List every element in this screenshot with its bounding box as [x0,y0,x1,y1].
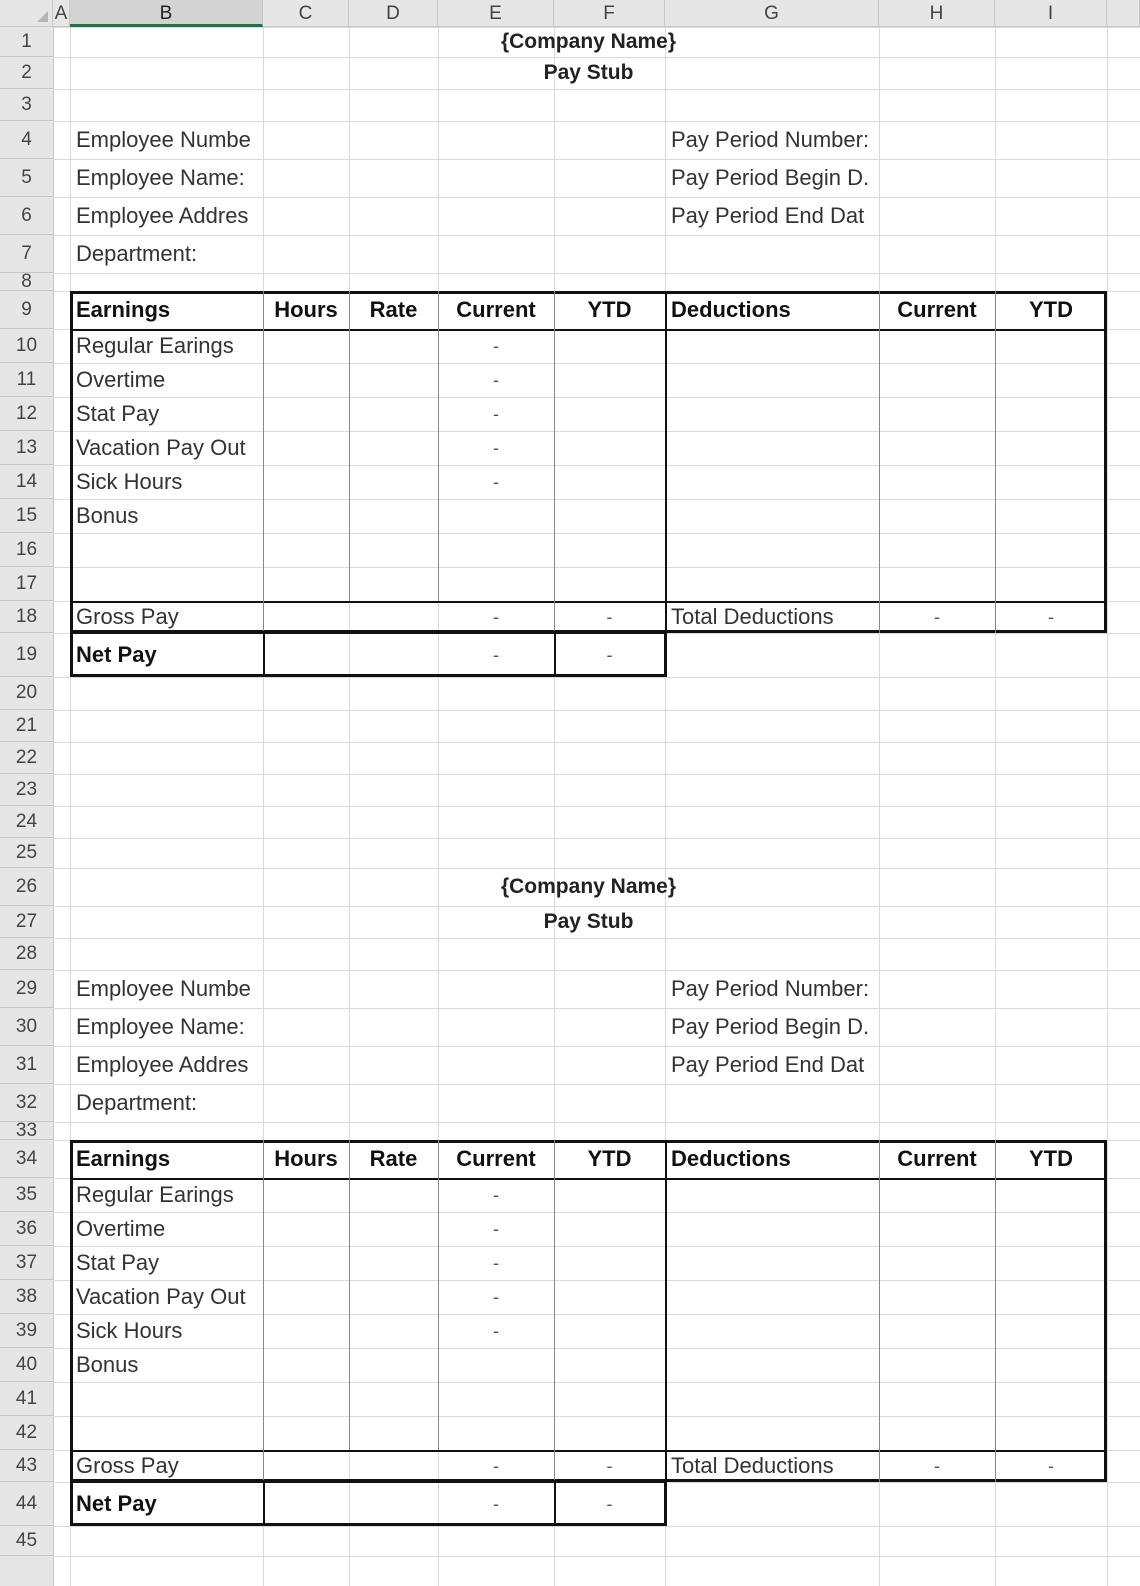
earning-item-label[interactable]: Bonus [76,503,139,528]
gridline-row [53,774,1140,775]
select-all-corner[interactable] [0,0,53,27]
column-header-h[interactable]: H [879,0,995,27]
row-header[interactable]: 3 [0,89,53,121]
table-header-rule [70,329,1107,331]
row-header[interactable]: 21 [0,710,53,742]
earning-current-value[interactable]: - [493,335,499,356]
stub-title[interactable]: Pay Stub [543,61,634,84]
column-header-b[interactable]: B [70,0,263,27]
earnings-header[interactable]: Earnings [76,297,171,322]
earning-current-value[interactable]: - [493,1286,499,1307]
row-header[interactable]: 25 [0,838,53,868]
gross-pay-ytd[interactable]: - [606,1455,613,1476]
row-header[interactable]: 23 [0,774,53,806]
rate-header[interactable]: Rate [369,1146,418,1171]
deductions-ytd-header[interactable]: YTD [1029,1146,1073,1171]
pay-period-number-label[interactable]: Pay Period Number: [671,127,870,152]
row-header[interactable]: 16 [0,533,53,567]
gridline-row [53,89,1140,90]
gridline-row [53,273,1140,274]
row-header[interactable]: 33 [0,1122,53,1140]
employee-address-label[interactable]: Employee Addres [76,203,249,228]
gridline-row [53,710,1140,711]
net-pay-ytd[interactable]: - [606,644,613,665]
earnings-column-rule [349,291,350,601]
total-deductions-label[interactable]: Total Deductions [671,604,834,629]
ytd-header[interactable]: YTD [587,297,632,322]
pay-period-begin-label[interactable]: Pay Period Begin D. [671,165,870,190]
earnings-deductions-divider [665,291,667,633]
gross-pay-label[interactable]: Gross Pay [76,604,179,629]
row-header[interactable]: 17 [0,567,53,601]
total-deductions-current[interactable]: - [934,606,940,627]
pay-period-begin-label[interactable]: Pay Period Begin D. [671,1014,870,1039]
gross-pay-current[interactable]: - [493,606,499,627]
row-header[interactable]: 12 [0,397,53,431]
row-header[interactable]: 5 [0,159,53,197]
earnings-column-rule [554,1140,555,1450]
employee-name-label[interactable]: Employee Name: [76,165,245,190]
gridline-row [53,806,1140,807]
deductions-current-header[interactable]: Current [897,1146,977,1171]
row-header[interactable]: 43 [0,1450,53,1482]
deductions-header[interactable]: Deductions [671,297,791,322]
row-header[interactable]: 15 [0,499,53,533]
row-header[interactable]: 2 [0,57,53,89]
earning-current-value[interactable]: - [493,403,499,424]
row-header[interactable]: 36 [0,1212,53,1246]
net-pay-current[interactable]: - [493,644,499,665]
row-header[interactable]: 6 [0,197,53,235]
gross-column-rule [554,1450,555,1482]
pay-period-number-label[interactable]: Pay Period Number: [671,976,870,1001]
row-header[interactable]: 8 [0,273,53,291]
department-label[interactable]: Department: [76,1090,198,1115]
column-header-d[interactable]: D [349,0,438,27]
earning-item-label[interactable]: Vacation Pay Out [76,1284,246,1309]
gridline-row [53,1526,1140,1527]
column-header-f[interactable]: F [554,0,665,27]
row-header[interactable]: 35 [0,1178,53,1212]
net-pay-label[interactable]: Net Pay [76,642,157,667]
total-deductions-ytd[interactable]: - [1048,1455,1054,1476]
gross-column-rule [554,601,555,633]
gross-pay-current[interactable]: - [493,1455,499,1476]
company-name[interactable]: {Company Name} [500,875,677,898]
deductions-column-rule [995,291,996,633]
earnings-header[interactable]: Earnings [76,1146,171,1171]
column-header-g[interactable]: G [665,0,879,27]
row-header[interactable]: 18 [0,601,53,633]
row-header[interactable]: 11 [0,363,53,397]
net-pay-label[interactable]: Net Pay [76,1491,157,1516]
row-header[interactable]: 24 [0,806,53,838]
deductions-column-rule [879,291,880,633]
row-header[interactable]: 31 [0,1046,53,1084]
deductions-column-rule [879,1140,880,1482]
net-pay-border [70,1480,667,1526]
paystub-table-border [70,291,1107,633]
deductions-ytd-header[interactable]: YTD [1029,297,1073,322]
pay-period-end-label[interactable]: Pay Period End Dat [671,1052,865,1077]
row-header[interactable]: 22 [0,742,53,774]
gridline-row [53,1556,1140,1557]
earnings-column-rule [349,1140,350,1450]
gross-column-rule [263,1450,264,1482]
row-header[interactable]: 28 [0,938,53,970]
current-header[interactable]: Current [456,297,536,322]
row-header[interactable]: 45 [0,1526,53,1556]
earning-item-label[interactable]: Regular Earings [76,333,234,358]
gridline-row [53,1122,1140,1123]
earning-current-value[interactable]: - [493,1252,499,1273]
gross-row-rule [70,601,1107,603]
earning-current-value[interactable]: - [493,369,499,390]
row-header[interactable]: 37 [0,1246,53,1280]
company-name[interactable]: {Company Name} [500,30,677,53]
deductions-header[interactable]: Deductions [671,1146,791,1171]
net-pay-current[interactable]: - [493,1493,499,1514]
earnings-column-rule [438,291,439,601]
employee-address-label[interactable]: Employee Addres [76,1052,249,1077]
row-header[interactable]: 14 [0,465,53,499]
deductions-column-rule [995,1140,996,1482]
gridline-row [53,938,1140,939]
row-header[interactable]: 20 [0,677,53,710]
row-header[interactable]: 44 [0,1482,53,1526]
row-header[interactable]: 9 [0,291,53,329]
net-pay-column-rule [554,1482,556,1526]
earning-item-label[interactable]: Overtime [76,1216,166,1241]
earning-current-value[interactable]: - [493,471,499,492]
gross-pay-label[interactable]: Gross Pay [76,1453,179,1478]
earning-item-label[interactable]: Stat Pay [76,401,160,426]
row-header[interactable]: 27 [0,906,53,938]
gridline-col [1107,27,1108,1586]
earning-item-label[interactable]: Stat Pay [76,1250,160,1275]
pay-period-end-label[interactable]: Pay Period End Dat [671,203,865,228]
net-pay-column-rule [263,1482,265,1526]
earning-item-label[interactable]: Regular Earings [76,1182,234,1207]
row-header[interactable]: 26 [0,868,53,906]
earnings-column-rule [263,291,264,601]
earning-item-label[interactable]: Sick Hours [76,1318,183,1343]
earning-current-value[interactable]: - [493,437,499,458]
select-all-icon [37,11,48,22]
total-deductions-current[interactable]: - [934,1455,940,1476]
earnings-deductions-divider [665,1140,667,1482]
earning-item-label[interactable]: Overtime [76,367,166,392]
column-header-i[interactable]: I [995,0,1107,27]
earnings-column-rule [263,1140,264,1450]
total-deductions-ytd[interactable]: - [1048,606,1054,627]
deductions-current-header[interactable]: Current [897,297,977,322]
row-header[interactable]: 32 [0,1084,53,1122]
earning-current-value[interactable]: - [493,1320,499,1341]
row-header[interactable]: 38 [0,1280,53,1314]
net-pay-ytd[interactable]: - [606,1493,613,1514]
gross-pay-ytd[interactable]: - [606,606,613,627]
hours-header[interactable]: Hours [274,1146,338,1171]
row-header[interactable]: 34 [0,1140,53,1178]
total-deductions-label[interactable]: Total Deductions [671,1453,834,1478]
hours-header[interactable]: Hours [274,297,338,322]
row-header[interactable]: 7 [0,235,53,273]
row-header[interactable]: 1 [0,27,53,57]
net-pay-border [70,631,667,677]
row-header[interactable]: 29 [0,970,53,1008]
row-header[interactable]: 10 [0,329,53,363]
gridline-row [53,742,1140,743]
earning-item-label[interactable]: Sick Hours [76,469,183,494]
gridline-row [53,838,1140,839]
table-header-rule [70,1178,1107,1180]
gross-column-rule [263,601,264,633]
earnings-column-rule [554,291,555,601]
employee-number-label[interactable]: Employee Numbe [76,127,251,152]
earning-item-label[interactable]: Vacation Pay Out [76,435,246,460]
row-header[interactable]: 30 [0,1008,53,1046]
row-header[interactable]: 39 [0,1314,53,1348]
row-header[interactable]: 42 [0,1416,53,1450]
stub-title[interactable]: Pay Stub [543,910,634,933]
row-header[interactable]: 19 [0,633,53,677]
current-header[interactable]: Current [456,1146,536,1171]
earnings-column-rule [438,1140,439,1450]
ytd-header[interactable]: YTD [587,1146,632,1171]
earning-current-value[interactable]: - [493,1184,499,1205]
column-header-filler [1107,0,1140,27]
column-header-a[interactable]: A [53,0,70,27]
department-label[interactable]: Department: [76,241,198,266]
paystub-table-border [70,1140,1107,1482]
row-header[interactable]: 40 [0,1348,53,1382]
column-header-c[interactable]: C [263,0,349,27]
earning-item-label[interactable]: Bonus [76,1352,139,1377]
employee-number-label[interactable]: Employee Numbe [76,976,251,1001]
rate-header[interactable]: Rate [369,297,418,322]
row-header[interactable]: 4 [0,121,53,159]
row-header[interactable]: 41 [0,1382,53,1416]
net-pay-column-rule [554,633,556,677]
gross-row-rule [70,1450,1107,1452]
column-header-e[interactable]: E [438,0,554,27]
gridline-row [53,677,1140,678]
row-header[interactable]: 13 [0,431,53,465]
employee-name-label[interactable]: Employee Name: [76,1014,245,1039]
net-pay-column-rule [263,633,265,677]
earning-current-value[interactable]: - [493,1218,499,1239]
